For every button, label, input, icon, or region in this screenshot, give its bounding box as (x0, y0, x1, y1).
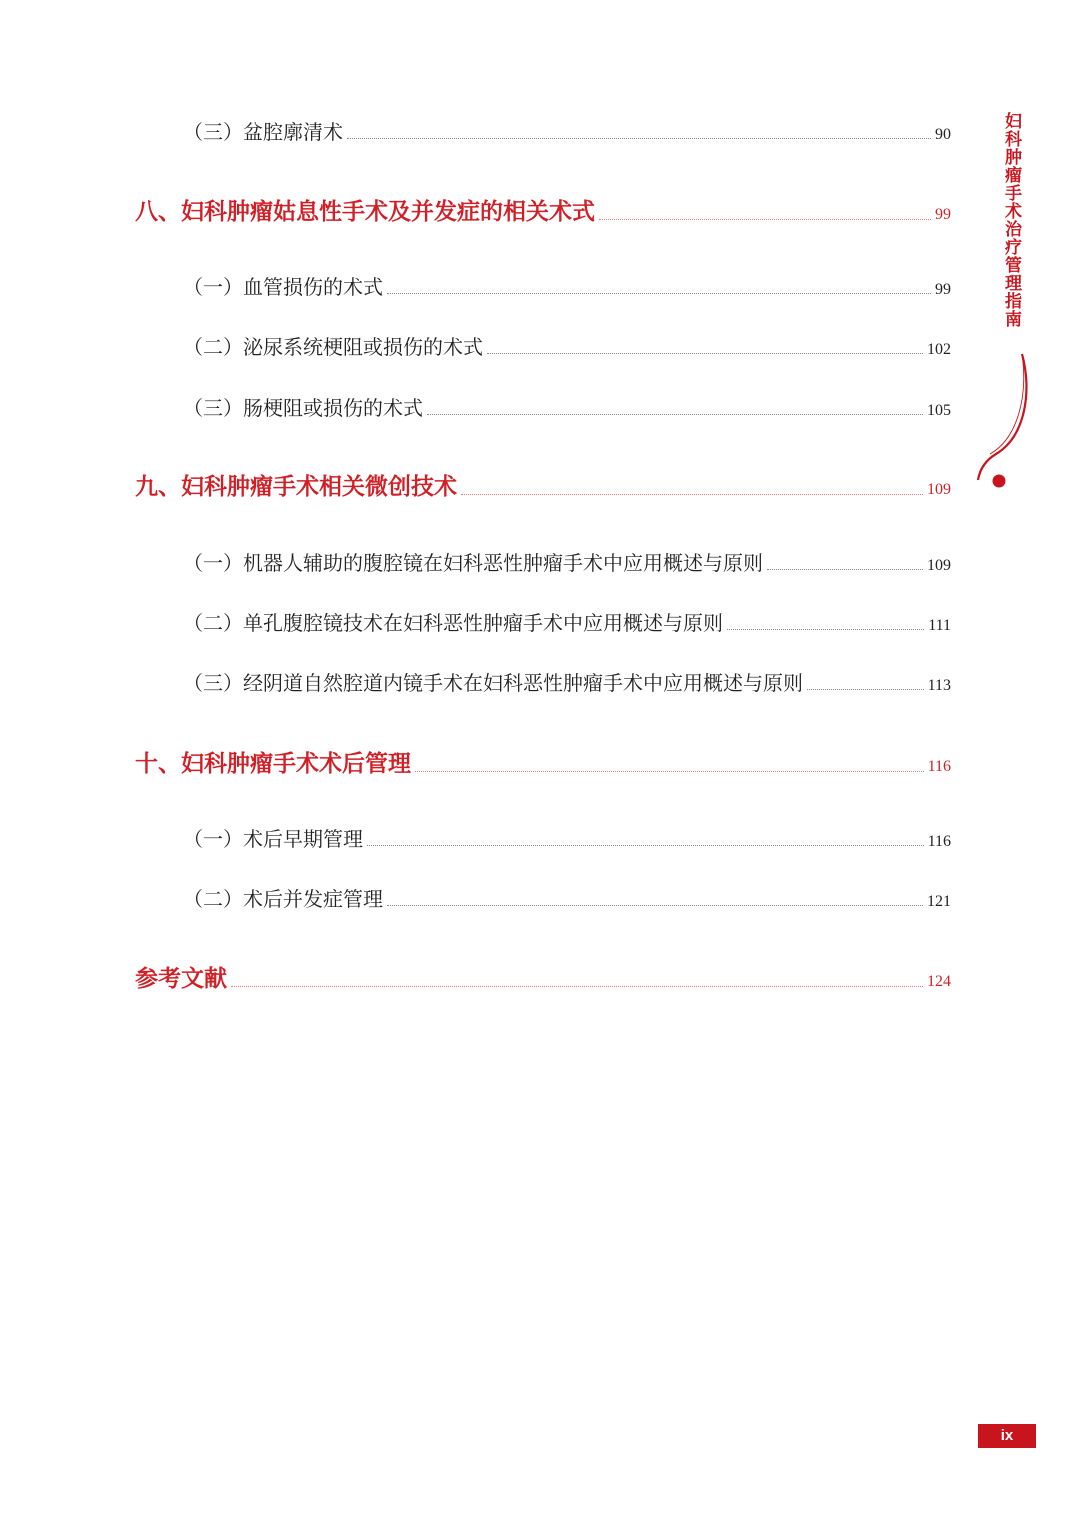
leader-dots (461, 493, 923, 495)
toc-section-page: 124 (927, 973, 951, 990)
toc-section-heading[interactable] (135, 468, 951, 501)
leader-dots (727, 628, 924, 630)
leader-dots (347, 137, 931, 139)
toc-section-heading[interactable] (135, 193, 951, 226)
toc-entry[interactable] (183, 883, 951, 912)
toc-entry[interactable] (183, 116, 951, 145)
toc-entry[interactable] (183, 392, 951, 421)
toc-entry-page: 111 (928, 617, 951, 634)
toc-entry[interactable] (183, 823, 951, 852)
leader-dots (487, 352, 923, 354)
toc-entry-title: （三）经阴道自然腔道内镜手术在妇科恶性肿瘤手术中应用概述与原则 (183, 671, 803, 695)
leader-dots (767, 568, 923, 570)
toc-section-title: 八、妇科肿瘤姑息性手术及并发症的相关术式 (135, 199, 595, 225)
toc-entry-page: 105 (927, 402, 951, 419)
leader-dots (387, 292, 931, 294)
toc-entry[interactable] (183, 271, 951, 300)
toc-section-page: 116 (927, 758, 951, 775)
toc-entry-page: 109 (927, 557, 951, 574)
leader-dots (231, 985, 923, 987)
toc-entry-title: （三）肠梗阻或损伤的术式 (183, 396, 423, 420)
toc-entry-title: （三）盆腔廓清术 (183, 120, 343, 144)
toc-section-heading[interactable] (135, 960, 951, 993)
toc-entry-page: 121 (927, 893, 951, 910)
running-book-title: 妇科肿瘤手术治疗管理指南 (1001, 112, 1021, 328)
toc-entry-page: 99 (935, 281, 951, 298)
toc-entry-page: 113 (927, 677, 951, 694)
toc-entry-title: （二）泌尿系统梗阻或损伤的术式 (183, 335, 483, 359)
toc-section-title: 参考文献 (135, 966, 227, 992)
page-number-badge: ix (978, 1424, 1036, 1448)
toc-entry-title: （一）血管损伤的术式 (183, 275, 383, 299)
toc-section-heading[interactable] (135, 745, 951, 778)
leader-dots (427, 413, 923, 415)
toc-entry-title: （一）机器人辅助的腹腔镜在妇科恶性肿瘤手术中应用概述与原则 (183, 551, 763, 575)
toc-entry-page: 116 (927, 833, 951, 850)
leader-dots (367, 844, 924, 846)
toc-entry-title: （一）术后早期管理 (183, 827, 363, 851)
leader-dots (599, 218, 931, 220)
toc-entry-title: （二）单孔腹腔镜技术在妇科恶性肿瘤手术中应用概述与原则 (183, 611, 723, 635)
toc-entry-title: （二）术后并发症管理 (183, 887, 383, 911)
toc-entry[interactable] (183, 331, 951, 360)
toc-entry[interactable] (183, 667, 951, 696)
leader-dots (415, 770, 924, 772)
toc-entry[interactable] (183, 547, 951, 576)
toc-section-title: 十、妇科肿瘤手术术后管理 (135, 751, 411, 777)
leader-dots (387, 904, 923, 906)
toc-section-page: 109 (927, 481, 951, 498)
toc-entry-page: 102 (927, 341, 951, 358)
decorative-swoosh-icon (968, 350, 1038, 500)
leader-dots (807, 688, 924, 690)
toc-section-title: 九、妇科肿瘤手术相关微创技术 (135, 474, 457, 500)
toc-section-page: 99 (935, 206, 951, 223)
toc-entry[interactable] (183, 607, 951, 636)
toc-entry-page: 90 (935, 126, 951, 143)
